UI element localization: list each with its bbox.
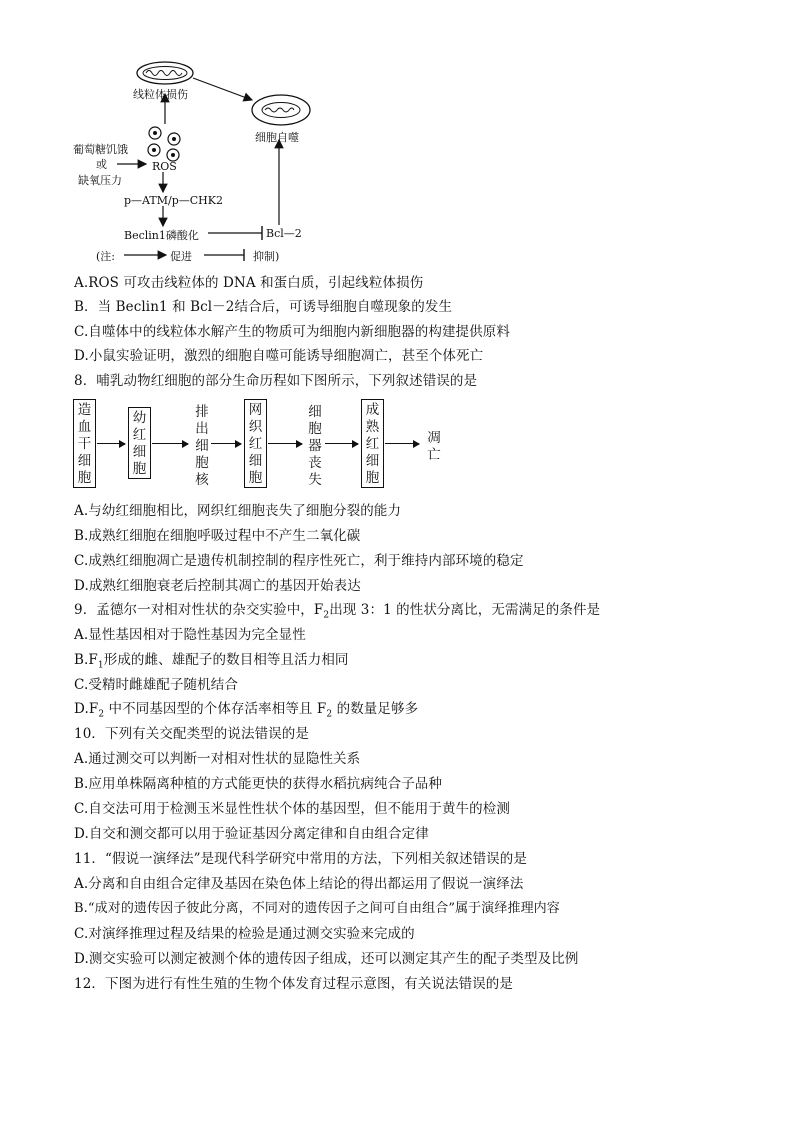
q9-option-a: A.显性基因相对于隐性基因为完全显性	[74, 627, 306, 643]
q8-option-b: B.成熟红细胞在细胞呼吸过程中不产生二氧化碳	[74, 528, 361, 544]
q12-stem: 12．下图为进行有性生殖的生物个体发育过程示意图，有关说法错误的是	[74, 976, 513, 992]
flow-step-organelles-lost: 细胞器丧失	[308, 404, 322, 488]
q9-option-c: C.受精时雌雄配子随机结合	[74, 677, 238, 693]
kinase-label: p—ATM/p—CHK2	[124, 194, 223, 207]
q11-option-a: A.分离和自由组合定律及基因在染色体上结论的得出都运用了假说一演绎法	[74, 876, 524, 892]
q8-option-d: D.成熟红细胞衰老后控制其凋亡的基因开始表达	[74, 578, 361, 594]
ros-label: ROS	[152, 160, 177, 173]
mitochondrion-icon	[137, 62, 193, 84]
q11-option-d: D.测交实验可以测定被测个体的遗传因子组成，还可以测定其产生的配子类型及比例	[74, 951, 579, 967]
flow-arrow-5	[325, 443, 358, 444]
q10-option-c: C.自交法可用于检测玉米显性性状个体的基因型，但不能用于黄牛的检测	[74, 801, 510, 817]
q8-stem: 8．哺乳动物红细胞的部分生命历程如下图所示，下列叙述错误的是	[74, 373, 478, 389]
q9-option-b: $B.F_1$形成的雌、雄配子的数目相等且活力相同	[74, 652, 349, 671]
flow-arrow-6	[385, 443, 419, 444]
stimulus-label-2: 或	[96, 158, 107, 171]
q7-option-d: D.小鼠实验证明，激烈的细胞自噬可能诱导细胞凋亡，甚至个体死亡	[74, 348, 484, 364]
q10-option-d: D.自交和测交都可以用于验证基因分离定律和自由组合定律	[74, 826, 429, 842]
bcl-label: Bcl—2	[266, 227, 302, 240]
stimulus-label-3: 缺氧压力	[78, 174, 122, 187]
q7-option-b: B．当 Beclin1 和 Bcl－2结合后，可诱导细胞自噬现象的发生	[74, 299, 453, 315]
autophagosome-icon	[252, 95, 310, 125]
flow-step-apoptosis: 凋亡	[427, 430, 441, 463]
q10-option-b: B.应用单株隔离种植的方式能更快的获得水稻抗病纯合子品种	[74, 776, 443, 792]
q9-option-d: $D.F_2$ 中不同基因型的个体存活率相等且 $F_2$ 的数量足够多	[74, 701, 419, 720]
legend-inhibit-label: 抑制)	[253, 250, 280, 263]
flow-arrow-2	[152, 443, 188, 444]
flow-arrow-3	[211, 443, 241, 444]
ros-particles-icon	[148, 127, 180, 161]
autophagy-label: 细胞自噬	[255, 131, 299, 144]
legend-note-prefix: (注:	[96, 250, 115, 263]
flow-box-young-rbc: 幼红细胞	[128, 407, 151, 479]
pathway-graphics	[0, 0, 794, 270]
q7-option-a: A.ROS 可攻击线粒体的 DNA 和蛋白质，引起线粒体损伤	[74, 275, 424, 291]
flow-arrow-4	[268, 443, 302, 444]
q7-option-c: C.自噬体中的线粒体水解产生的物质可为细胞内新细胞器的构建提供原料	[74, 324, 510, 340]
flow-box-mature-rbc: 成熟红细胞	[361, 399, 384, 488]
flow-step-expel-nucleus: 排出细胞核	[195, 404, 209, 488]
q9-stem: 9．孟德尔一对相对性状的杂交实验中，$F_2$出现 3：1 的性状分离比，无需满足的条件是	[74, 602, 601, 621]
q10-option-a: A.通过测交可以判断一对相对性状的显隐性关系	[74, 751, 361, 767]
flow-box-reticulocyte: 网织红细胞	[244, 399, 267, 488]
q10-stem: 10．下列有关交配类型的说法错误的是	[74, 726, 309, 742]
stimulus-label-1: 葡萄糖饥饿	[73, 143, 128, 156]
q11-option-b: B.“成对的遗传因子彼此分离，不同对的遗传因子之间可自由组合”属于演绎推理内容	[74, 901, 560, 916]
beclin-label: Beclin1磷酸化	[124, 229, 199, 242]
q11-option-c: C.对演绎推理过程及结果的检验是通过测交实验来完成的	[74, 926, 415, 942]
mito-to-autophagy-arrow	[193, 78, 252, 100]
q8-option-c: C.成熟红细胞凋亡是遗传机制控制的程序性死亡，利于维持内部环境的稳定	[74, 553, 524, 569]
mito-damage-label: 线粒体损伤	[133, 88, 188, 101]
flow-arrow-1	[97, 443, 125, 444]
legend-promote-label: 促进	[170, 250, 192, 263]
flow-box-hsc: 造血干细胞	[73, 399, 96, 488]
q8-option-a: A.与幼红细胞相比，网织红细胞丧失了细胞分裂的能力	[74, 503, 402, 519]
q11-stem: 11．“假说一演绎法”是现代科学研究中常用的方法，下列相关叙述错误的是	[74, 851, 527, 867]
